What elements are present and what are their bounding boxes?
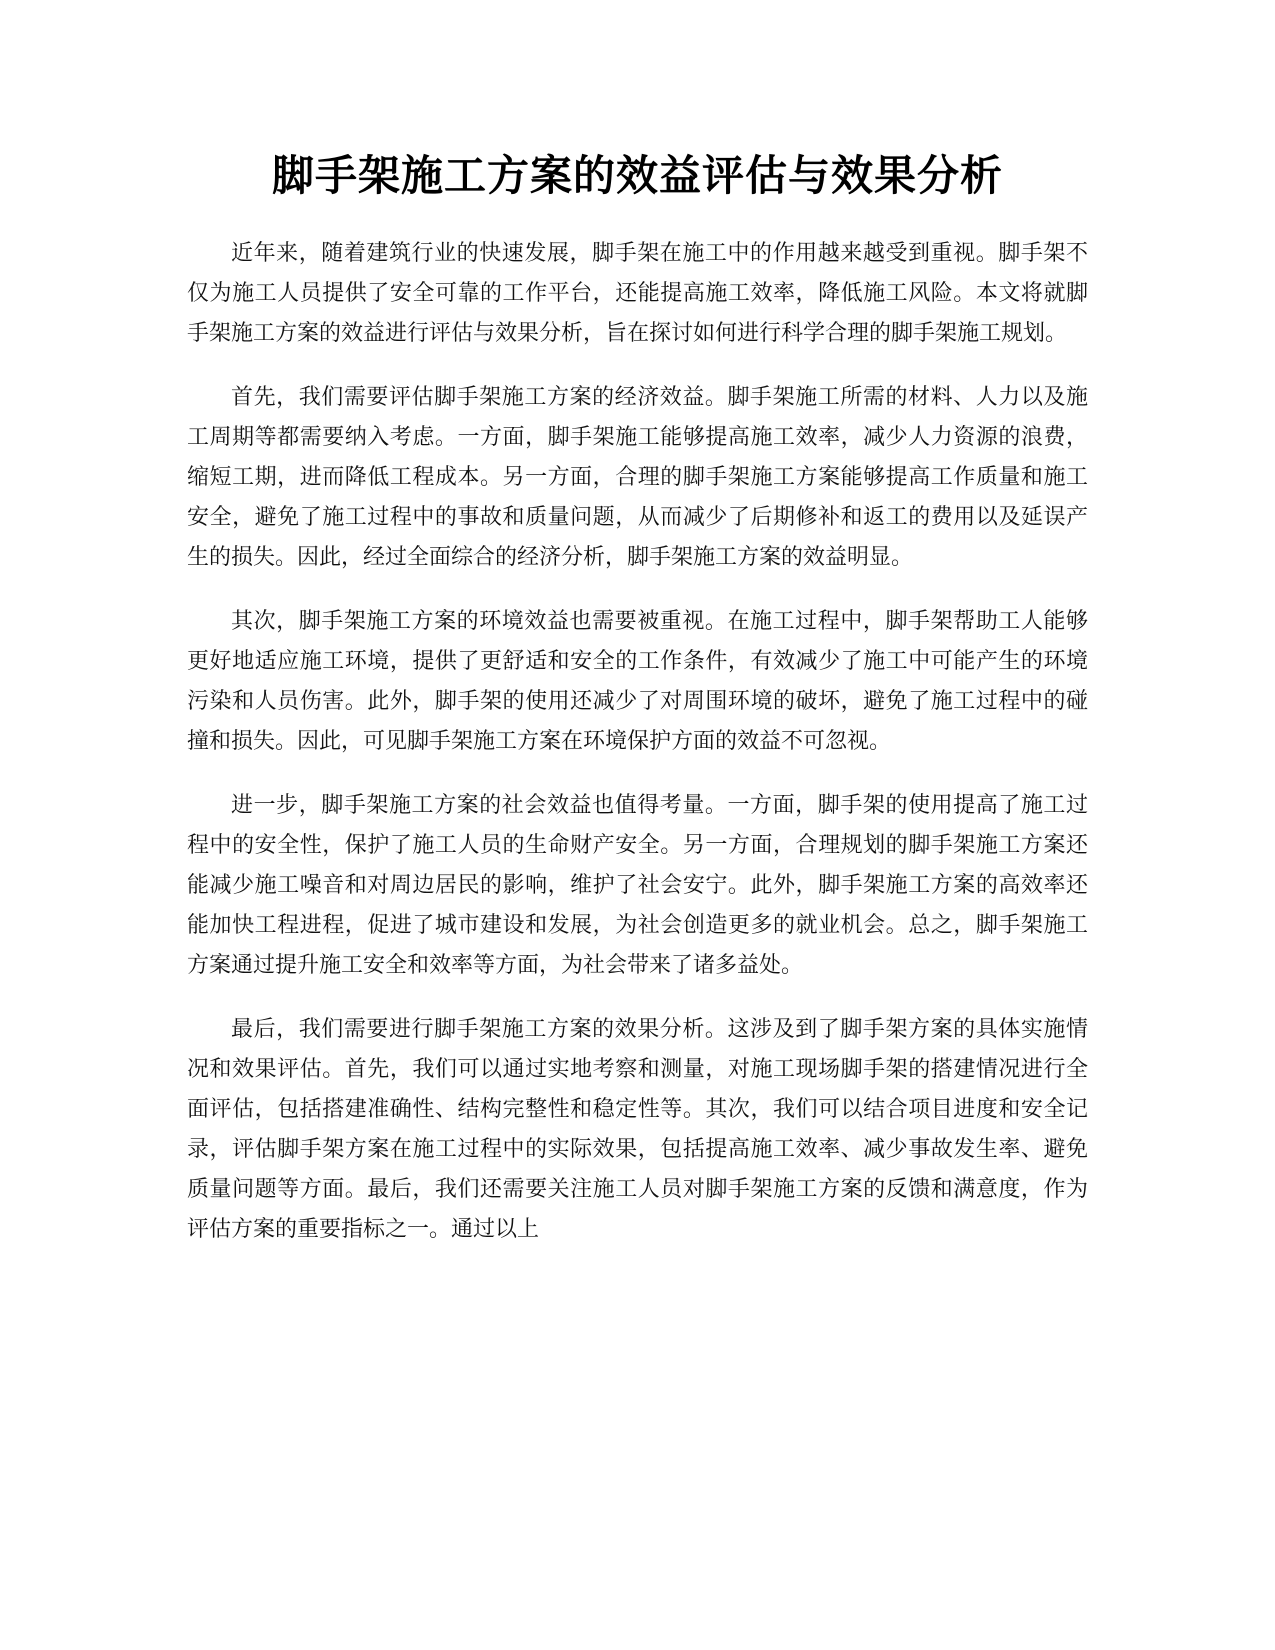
document-title: 脚手架施工方案的效益评估与效果分析 — [271, 151, 1003, 200]
document-body — [187, 234, 1088, 1274]
paragraph-social-benefit: 进一步，脚手架施工方案的社会效益也值得考量。一方面，脚手架的使用提高了施工过程中的安全性，保护了施工人员的生命财产安全。另一方面，合理规划的脚手架施工方案还能减少施工噪音和对周边居民的影响，维护了社会安宁。此外，脚手架施工方案的高效率还能加快工程进程，促进了城市建设和发展，为社会创造更多的就业机会。总之，脚手架施工方案通过提升施工安全和效率等方面，为社会带来了诸多益处。 — [187, 793, 1088, 978]
paragraph-intro: 近年来，随着建筑行业的快速发展，脚手架在施工中的作用越来越受到重视。脚手架不仅为施工人员提供了安全可靠的工作平台，还能提高施工效率，降低施工风险。本文将就脚手架施工方案的效益进行评估与效果分析，旨在探讨如何进行科学合理的脚手架施工规划。 — [187, 241, 1088, 346]
paragraph-effect-analysis: 最后，我们需要进行脚手架施工方案的效果分析。这涉及到了脚手架方案的具体实施情况和效果评估。首先，我们可以通过实地考察和测量，对施工现场脚手架的搭建情况进行全面评估，包括搭建准确性、结构完整性和稳定性等。其次，我们可以结合项目进度和安全记录，评估脚手架方案在施工过程中的实际效果，包括提高施工效率、减少事故发生率、避免质量问题等方面。最后，我们还需要关注施工人员对脚手架施工方案的反馈和满意度，作为评估方案的重要指标之一。通过以上 — [187, 1017, 1088, 1242]
paragraph-economic-benefit: 首先，我们需要评估脚手架施工方案的经济效益。脚手架施工所需的材料、人力以及施工周期等都需要纳入考虑。一方面，脚手架施工能够提高施工效率，减少人力资源的浪费，缩短工期，进而降低工程成本。另一方面，合理的脚手架施工方案能够提高工作质量和施工安全，避免了施工过程中的事故和质量问题，从而减少了后期修补和返工的费用以及延误产生的损失。因此，经过全面综合的经济分析，脚手架施工方案的效益明显。 — [187, 385, 1088, 570]
paragraph-environmental-benefit: 其次，脚手架施工方案的环境效益也需要被重视。在施工过程中，脚手架帮助工人能够更好地适应施工环境，提供了更舒适和安全的工作条件，有效减少了施工中可能产生的环境污染和人员伤害。此外，脚手架的使用还减少了对周围环境的破坏，避免了施工过程中的碰撞和损失。因此，可见脚手架施工方案在环境保护方面的效益不可忽视。 — [187, 609, 1088, 754]
